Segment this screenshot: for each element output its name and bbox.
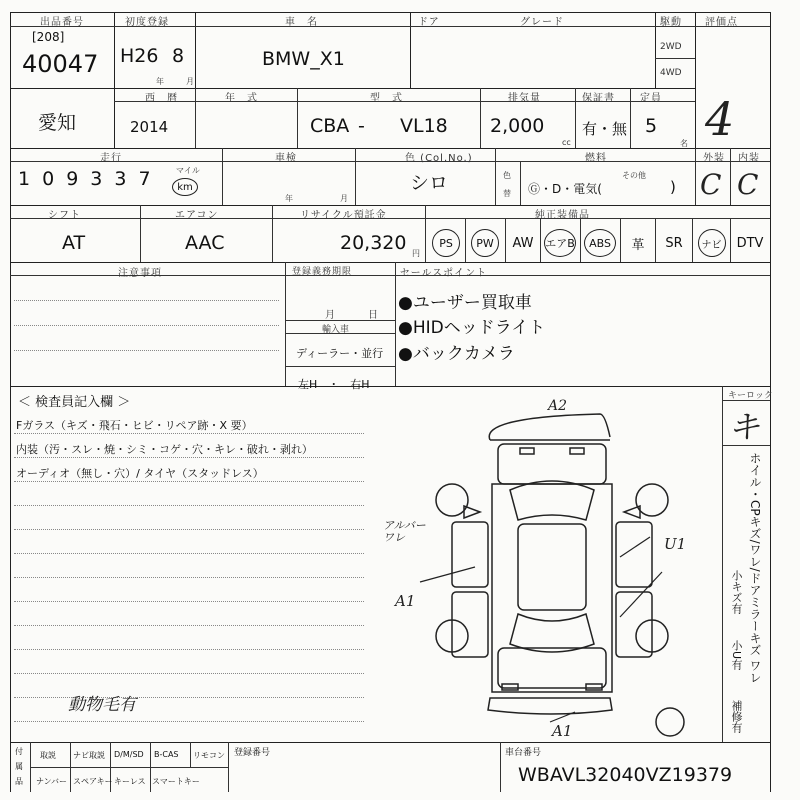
door-header: ドア — [418, 17, 440, 28]
side-note-2: 小キズ有 — [730, 570, 743, 614]
bcas-cell: B-CAS — [154, 750, 179, 759]
inspection-header: 車検 — [275, 153, 297, 164]
registration-deadline-header: 登録義務期限 — [292, 267, 353, 277]
mileage-header: 走行 — [100, 153, 122, 164]
capacity-value: 5 — [645, 115, 658, 137]
sales-points-header: セールスポイント — [400, 268, 488, 279]
keyless-cell: キーレス — [114, 777, 146, 786]
mark-left: A1 — [395, 592, 416, 610]
aircon-value: AAC — [185, 232, 225, 254]
model-prefix: CBA — [310, 115, 350, 137]
attached-1: 付 — [15, 747, 23, 756]
month-unit: 月 — [186, 77, 194, 86]
recycle-header: リサイクル預託金 — [300, 210, 387, 221]
lot-tag: [208] — [32, 30, 65, 44]
aircon-header: エアコン — [175, 210, 219, 221]
model-header: 型 式 — [370, 93, 403, 104]
color-header: 色 (Col.No.) — [405, 153, 473, 164]
first-reg-era: H26 — [120, 45, 159, 67]
exterior-grade: C — [700, 168, 722, 201]
handwritten-note: 動物毛有 — [68, 695, 136, 715]
reg-no-label: 登録番号 — [234, 748, 271, 758]
equip-aw: AW — [512, 235, 534, 251]
shift-header: シフト — [48, 210, 81, 221]
attached-2: 属 — [15, 762, 23, 771]
sales-point-3: ●バックカメラ — [398, 344, 515, 364]
first-reg-header: 初度登録 — [125, 17, 169, 28]
km-unit-circle: km — [172, 178, 198, 196]
drive-2wd: 2WD — [660, 42, 682, 52]
equip-airbag: エアB — [541, 228, 579, 258]
attached-3: 品 — [15, 777, 23, 786]
car-damage-diagram — [380, 392, 720, 742]
manual-cell: 取説 — [40, 751, 56, 760]
equip-ps: PS — [428, 228, 464, 258]
score-value: 4 — [705, 92, 735, 146]
equipment-header: 純正装備品 — [535, 210, 590, 221]
mark-right: U1 — [664, 535, 687, 553]
lot-number: 40047 — [22, 50, 99, 78]
mileage-digits: 109337 — [18, 168, 163, 190]
exterior-header: 外装 — [703, 153, 725, 164]
mark-front: A2 — [548, 398, 568, 414]
fuel-close: ) — [670, 178, 676, 196]
year-value: 2014 — [130, 118, 169, 136]
chassis-no-label: 車台番号 — [505, 748, 542, 758]
reg-day: 日 — [368, 310, 378, 321]
sales-point-2: ●HIDヘッドライト — [398, 318, 546, 338]
car-name-value: BMW_X1 — [262, 48, 345, 70]
fuel-value: Ⓖ・D・電気( — [528, 182, 602, 196]
equip-sr: SR — [665, 235, 683, 251]
inspection-month-unit: 月 — [340, 194, 348, 203]
color-value: シロ — [410, 172, 449, 194]
fuel-header: 燃料 — [585, 153, 607, 164]
model-year-header: 年 式 — [225, 93, 258, 104]
navi-manual-cell: ナビ取説 — [73, 751, 105, 760]
model-dash: - — [358, 115, 365, 137]
shift-value: AT — [62, 232, 86, 254]
mark-left-top: アルバーワレ — [383, 519, 426, 544]
smart-key-cell: スマートキー — [152, 777, 200, 786]
inspector-header: ＜ 検査員記入欄 ＞ — [18, 395, 131, 410]
chassis-no: WBAVL32040VZ19379 — [518, 764, 733, 786]
recycle-unit: 円 — [412, 249, 420, 258]
notes-header: 注意事項 — [118, 268, 162, 279]
inspector-line-1: Fガラス（キズ・飛石・ヒビ・リペア跡・X 要） — [16, 419, 253, 432]
color-change-2: 替 — [503, 189, 511, 198]
equip-dtv: DTV — [736, 235, 764, 251]
drive-header: 駆動 — [660, 17, 682, 28]
year-header: 西 暦 — [145, 93, 178, 104]
entry-header: 輸入車 — [322, 325, 350, 335]
region-value: 愛知 — [38, 112, 77, 134]
equip-navi: ナビ — [693, 228, 730, 258]
displacement-value: 2,000 — [490, 115, 545, 137]
side-note-3: 小U有 — [730, 640, 743, 671]
interior-grade: C — [737, 168, 759, 201]
sales-point-1: ●ユーザー買取車 — [398, 293, 532, 313]
spare-key-cell: スペアキー — [73, 777, 113, 786]
side-note-1: ホイル・CPキズ/ワレ/ドアミラーキズ ワレ — [748, 452, 762, 684]
car-name-header: 車 名 — [285, 17, 318, 28]
reg-month: 月 — [325, 310, 335, 321]
inspector-line-2: 内装（汚・スレ・焼・シミ・コゲ・穴・キレ・破れ・剥れ） — [16, 443, 313, 456]
mileage-unit-note: マイル — [176, 166, 200, 175]
recycle-value: 20,320 — [340, 232, 407, 254]
model-code: VL18 — [400, 115, 448, 137]
mark-rear: A1 — [552, 722, 573, 740]
capacity-header: 定員 — [640, 93, 662, 104]
key-lock-header: キーロック — [728, 391, 773, 401]
color-change-1: 色 — [503, 171, 511, 180]
remote-cell: リモコン — [193, 751, 225, 760]
handle-row: 左H ・ 右H — [298, 378, 370, 391]
cc-unit: cc — [562, 138, 571, 147]
key-lock-mark: キ — [728, 408, 761, 446]
inspection-year-unit: 年 — [285, 194, 293, 203]
inspector-line-3: オーディオ（無し・穴）/ タイヤ（スタッドレス） — [16, 467, 264, 480]
displacement-header: 排気量 — [508, 93, 541, 104]
drive-4wd: 4WD — [660, 68, 682, 78]
equip-leather: 革 — [631, 237, 645, 253]
side-note-4: 補修有 — [730, 700, 743, 733]
interior-header: 内装 — [738, 153, 760, 164]
person-unit: 名 — [680, 139, 688, 148]
score-header: 評価点 — [705, 17, 738, 28]
fuel-other: その他 — [622, 171, 646, 180]
equip-abs: ABS — [581, 228, 619, 258]
year-unit: 年 — [156, 77, 164, 86]
plate-cell: ナンバー — [36, 777, 68, 786]
warranty-value: 有・無 — [582, 120, 628, 138]
warranty-header: 保証書 — [582, 93, 615, 104]
equip-pw: PW — [467, 228, 503, 258]
lot-number-header: 出品番号 — [40, 17, 84, 28]
grade-header: グレード — [520, 17, 564, 28]
first-reg-month: 8 — [172, 45, 185, 67]
dmsd-cell: D/M/SD — [114, 750, 144, 759]
entry-row: ディーラー・並行 — [296, 347, 384, 360]
